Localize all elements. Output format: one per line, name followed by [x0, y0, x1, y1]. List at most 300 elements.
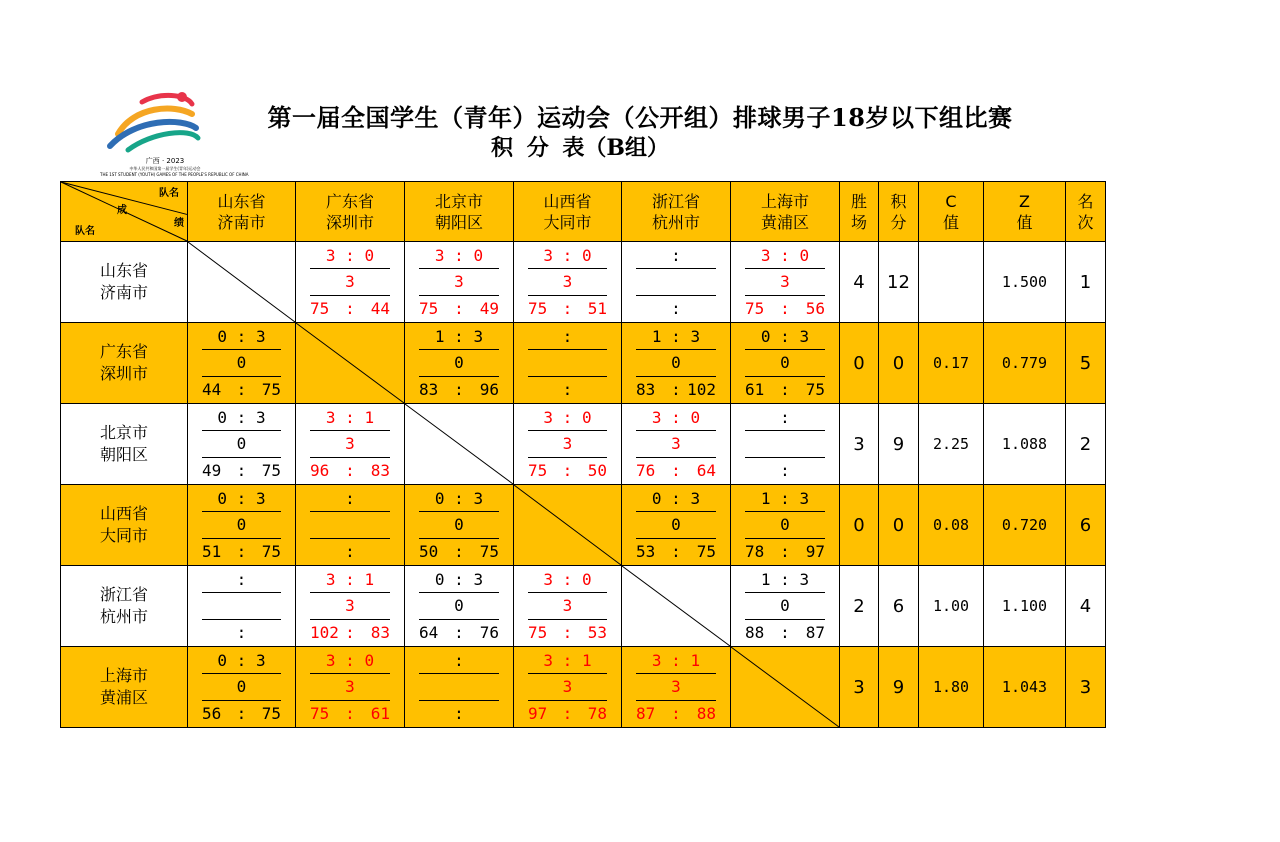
match-points: 3: [345, 677, 355, 696]
match-set-score: :: [671, 246, 681, 265]
rally-colon: :: [671, 380, 681, 399]
row-team-name: [61, 404, 188, 485]
rally-points-for: 50: [419, 542, 439, 561]
c-value-cell: 0.17: [919, 323, 984, 404]
match-cell: [405, 323, 514, 404]
column-header-line1: 名: [1077, 191, 1094, 211]
rally-points-against: 76: [479, 623, 499, 642]
row-team-line1: 山东省: [99, 261, 148, 280]
points-cell: 9: [879, 404, 919, 485]
match-points: [731, 431, 839, 457]
match-set-score: :: [236, 570, 247, 589]
match-set-score: 3 : 0: [651, 408, 701, 427]
rally-colon: :: [780, 623, 790, 642]
self-match-cell: [622, 566, 731, 647]
rally-colon: :: [454, 623, 464, 642]
rally-points-against: 83: [370, 623, 390, 642]
row-team-line2: 黄浦区: [99, 688, 148, 707]
rally-points-for: 49: [202, 461, 222, 480]
match-points: 3: [562, 272, 573, 291]
match-set-score: 3 : 0: [543, 246, 592, 265]
c-value-cell: 2.25: [919, 404, 984, 485]
diagonal-line: [731, 647, 839, 727]
points-cell: 12: [879, 242, 919, 323]
logo-year-caption: 广西 · 2023: [145, 157, 185, 165]
match-points: [622, 269, 730, 295]
rally-colon: :: [454, 542, 464, 561]
column-header-line2: 值: [1016, 212, 1033, 232]
column-header-line2: 黄浦区: [760, 212, 809, 232]
match-points: 0: [236, 677, 247, 696]
match-set-score: 1 : 3: [760, 489, 810, 508]
column-header-line1: 浙江省: [651, 191, 700, 211]
match-cell: [731, 323, 840, 404]
match-set-score: 3 : 0: [325, 651, 375, 670]
column-header-team: [188, 182, 296, 242]
match-points: 3: [562, 677, 573, 696]
column-header-stat: [1066, 182, 1106, 242]
row-team-line1: 浙江省: [99, 585, 148, 604]
match-set-score: 0 : 3: [434, 570, 484, 589]
match-points: [296, 512, 404, 538]
match-rally-score: [188, 377, 295, 403]
match-rally-score: [405, 539, 513, 565]
match-cell: [514, 647, 622, 728]
match-set-score: 3 : 1: [325, 408, 375, 427]
rally-colon: :: [345, 623, 355, 642]
page-subtitle: 积 分 表（B组）: [491, 135, 669, 161]
self-match-cell: [405, 404, 514, 485]
rally-points-for: 75: [310, 299, 330, 318]
rally-points-for: 56: [202, 704, 222, 723]
match-cell: [296, 566, 405, 647]
match-cell: [405, 647, 514, 728]
match-points: 3: [562, 434, 573, 453]
rally-points-against: 64: [696, 461, 716, 480]
match-set-score: 0 : 3: [760, 327, 810, 346]
column-header-line1: 北京市: [434, 191, 483, 211]
match-cell: [188, 647, 296, 728]
rally-points-for: 44: [202, 380, 222, 399]
match-points: 0: [671, 353, 681, 372]
self-match-cell: [188, 242, 296, 323]
rally-colon: :: [562, 704, 573, 723]
points-cell: 0: [879, 485, 919, 566]
column-header-line2: 分: [890, 212, 907, 232]
match-rally-score: [622, 701, 730, 727]
diagonal-line: [622, 566, 730, 646]
column-header-line2: 值: [942, 212, 959, 232]
rally-points-for: 102: [310, 623, 339, 642]
corner-bottom-label: 队名: [75, 226, 95, 237]
rally-colon: :: [671, 704, 681, 723]
match-cell: [405, 485, 514, 566]
match-cell: [731, 566, 840, 647]
match-rally-score: [514, 701, 621, 727]
rank-cell: 1: [1066, 242, 1106, 323]
row-team-name: [61, 323, 188, 404]
z-value-cell: 1.500: [984, 242, 1066, 323]
wins-cell: 3: [840, 404, 879, 485]
match-set-score: 1 : 3: [434, 327, 484, 346]
z-value-cell: 1.088: [984, 404, 1066, 485]
match-points: 0: [454, 353, 464, 372]
column-header-line2: 次: [1077, 212, 1094, 232]
rally-points-against: 75: [696, 542, 716, 561]
corner-mid-label: 成: [117, 205, 127, 216]
table-row: [61, 404, 1106, 485]
match-points: 3: [345, 272, 355, 291]
match-rally-score: [514, 377, 621, 403]
rally-points-against: 96: [479, 380, 499, 399]
rally-colon: :: [780, 380, 790, 399]
rally-points-against: 83: [370, 461, 390, 480]
z-value-cell: 1.043: [984, 647, 1066, 728]
rally-points-for: 78: [745, 542, 765, 561]
match-cell: [514, 323, 622, 404]
c-value-cell: [919, 242, 984, 323]
logo-cn-caption: 中华人民共和国第一届学生(青年)运动会: [129, 166, 201, 171]
c-value-cell: 0.08: [919, 485, 984, 566]
rally-colon: :: [345, 704, 355, 723]
match-set-score: 0 : 3: [217, 327, 266, 346]
row-team-line1: 广东省: [99, 342, 148, 361]
page-title: 第一届全国学生（青年）运动会（公开组）排球男子18岁以下组比赛: [267, 103, 1013, 132]
score-table: [60, 181, 1106, 728]
rally-colon: :: [236, 542, 247, 561]
match-cell: [514, 566, 622, 647]
match-rally-score: [622, 377, 730, 403]
column-header-line1: 上海市: [760, 191, 809, 211]
row-team-line2: 大同市: [99, 526, 148, 545]
match-set-score: 0 : 3: [217, 651, 266, 670]
match-set-score: :: [454, 651, 464, 670]
rally-colon: :: [562, 623, 573, 642]
row-team-line2: 济南市: [99, 283, 148, 302]
match-points: 3: [345, 434, 355, 453]
match-set-score: 1 : 3: [760, 570, 810, 589]
rally-points-against: 78: [587, 704, 607, 723]
match-points: 0: [236, 434, 247, 453]
table-row: [61, 323, 1106, 404]
match-cell: [514, 242, 622, 323]
table-row: [61, 566, 1106, 647]
match-cell: [622, 485, 731, 566]
column-header-team: [514, 182, 622, 242]
column-header-line1: 积: [890, 191, 907, 211]
match-cell: [296, 404, 405, 485]
rally-colon: :: [236, 623, 247, 642]
match-rally-score: [731, 296, 839, 322]
match-cell: [514, 404, 622, 485]
match-set-score: 0 : 3: [651, 489, 701, 508]
match-cell: [622, 323, 731, 404]
wins-cell: 0: [840, 323, 879, 404]
column-header-team: [296, 182, 405, 242]
column-header-line1: Z: [1019, 191, 1030, 211]
rally-colon: :: [562, 380, 573, 399]
column-header-line2: 场: [850, 212, 867, 232]
row-team-line2: 深圳市: [99, 364, 148, 383]
match-cell: [731, 485, 840, 566]
logo-en-caption: THE 1ST STUDENT (YOUTH) GAMES OF THE PEOPLE'S REPUBLIC OF CHINA: [100, 172, 249, 177]
rally-colon: :: [671, 299, 681, 318]
match-set-score: :: [345, 489, 355, 508]
self-match-cell: [296, 323, 405, 404]
column-header-team: [731, 182, 840, 242]
column-header-stat: [840, 182, 879, 242]
match-cell: [296, 647, 405, 728]
match-rally-score: [731, 377, 839, 403]
rank-cell: 3: [1066, 647, 1106, 728]
wins-cell: 0: [840, 485, 879, 566]
match-points: 3: [562, 596, 573, 615]
row-team-name: [61, 242, 188, 323]
match-rally-score: [296, 296, 404, 322]
column-header-stat: [984, 182, 1066, 242]
match-set-score: :: [562, 327, 573, 346]
column-header-line1: 胜: [850, 191, 867, 211]
match-cell: [405, 242, 514, 323]
table-row: [61, 242, 1106, 323]
row-team-line2: 杭州市: [99, 607, 148, 626]
rally-points-for: 83: [636, 380, 656, 399]
points-cell: 9: [879, 647, 919, 728]
column-header-line1: 山东省: [217, 191, 266, 211]
rally-points-against: 75: [261, 380, 281, 399]
rally-points-against: 88: [696, 704, 716, 723]
match-rally-score: [514, 458, 621, 484]
rally-points-for: 53: [636, 542, 656, 561]
rally-points-against: 56: [805, 299, 825, 318]
rally-points-against: 87: [805, 623, 825, 642]
match-cell: [731, 404, 840, 485]
match-points: 0: [780, 515, 790, 534]
rally-points-for: 75: [310, 704, 330, 723]
wins-cell: 2: [840, 566, 879, 647]
rally-points-for: 75: [528, 623, 548, 642]
rally-points-against: 75: [261, 461, 281, 480]
rally-colon: :: [345, 461, 355, 480]
match-rally-score: [405, 701, 513, 727]
rally-points-for: 75: [528, 299, 548, 318]
corner-mid2-label: 绩: [174, 218, 184, 229]
rally-points-for: 75: [745, 299, 765, 318]
match-cell: [188, 485, 296, 566]
column-header-line2: 朝阳区: [434, 212, 483, 232]
self-match-cell: [731, 647, 840, 728]
match-set-score: 1 : 3: [651, 327, 701, 346]
match-points: 0: [454, 515, 464, 534]
match-set-score: 3 : 0: [543, 408, 592, 427]
match-cell: [405, 566, 514, 647]
table-row: [61, 647, 1106, 728]
match-points: 0: [671, 515, 681, 534]
match-points: [405, 674, 513, 700]
match-points: 0: [236, 515, 247, 534]
rally-points-for: 88: [745, 623, 765, 642]
rally-points-for: 87: [636, 704, 656, 723]
match-set-score: :: [780, 408, 790, 427]
match-rally-score: [405, 296, 513, 322]
rally-points-against: 49: [479, 299, 499, 318]
rally-colon: :: [671, 461, 681, 480]
row-team-line1: 北京市: [99, 423, 148, 442]
match-set-score: 3 : 0: [434, 246, 484, 265]
diagonal-line: [296, 323, 404, 403]
rally-colon: :: [236, 380, 247, 399]
self-match-cell: [514, 485, 622, 566]
rally-points-against: 44: [370, 299, 390, 318]
match-rally-score: [296, 620, 404, 646]
rally-colon: :: [562, 461, 573, 480]
match-points: 3: [671, 434, 681, 453]
rally-points-against: 53: [587, 623, 607, 642]
column-header-line2: 济南市: [217, 212, 266, 232]
column-header-line2: 大同市: [543, 212, 592, 232]
match-cell: [188, 323, 296, 404]
diagonal-line: [405, 404, 513, 484]
rally-points-for: 97: [528, 704, 548, 723]
diagonal-line: [514, 485, 621, 565]
match-rally-score: [731, 620, 839, 646]
rally-points-for: 76: [636, 461, 656, 480]
rally-points-for: 75: [528, 461, 548, 480]
match-points: 3: [454, 272, 464, 291]
corner-top-label: 队名: [159, 188, 179, 199]
match-points: 3: [671, 677, 681, 696]
rally-colon: :: [454, 704, 464, 723]
rally-points-for: 96: [310, 461, 330, 480]
rank-cell: 5: [1066, 323, 1106, 404]
rally-points-for: 61: [745, 380, 765, 399]
rally-colon: :: [780, 461, 790, 480]
match-set-score: 3 : 0: [325, 246, 375, 265]
rally-colon: :: [345, 542, 355, 561]
column-header-stat: [879, 182, 919, 242]
z-value-cell: 0.720: [984, 485, 1066, 566]
header-row: [61, 182, 1106, 242]
match-set-score: 3 : 1: [651, 651, 701, 670]
match-points: [188, 593, 295, 619]
match-points: 0: [236, 353, 247, 372]
rally-colon: :: [454, 299, 464, 318]
c-value-cell: 1.00: [919, 566, 984, 647]
row-team-line1: 山西省: [99, 504, 148, 523]
rally-points-against: 75: [261, 542, 281, 561]
rally-points-for: 51: [202, 542, 222, 561]
match-set-score: 3 : 1: [543, 651, 592, 670]
z-value-cell: 1.100: [984, 566, 1066, 647]
match-points: 3: [345, 596, 355, 615]
match-cell: [622, 647, 731, 728]
match-points: 0: [454, 596, 464, 615]
points-cell: 6: [879, 566, 919, 647]
rally-points-against: 75: [261, 704, 281, 723]
row-team-name: [61, 485, 188, 566]
match-cell: [622, 242, 731, 323]
rally-points-against: 61: [370, 704, 390, 723]
match-rally-score: [188, 458, 295, 484]
rally-points-against: 102: [687, 380, 716, 399]
match-rally-score: [188, 539, 295, 565]
points-cell: 0: [879, 323, 919, 404]
row-team-line1: 上海市: [99, 666, 148, 685]
match-set-score: 0 : 3: [217, 489, 266, 508]
rally-points-against: 50: [587, 461, 607, 480]
rally-points-against: 75: [479, 542, 499, 561]
column-header-line1: 山西省: [543, 191, 592, 211]
rally-colon: :: [780, 542, 790, 561]
match-set-score: 0 : 3: [217, 408, 266, 427]
row-team-name: [61, 566, 188, 647]
rally-colon: :: [454, 380, 464, 399]
match-rally-score: [296, 701, 404, 727]
match-rally-score: [188, 620, 295, 646]
match-set-score: 0 : 3: [434, 489, 484, 508]
match-rally-score: [296, 458, 404, 484]
column-header-team: [622, 182, 731, 242]
match-cell: [296, 242, 405, 323]
table-row: [61, 485, 1106, 566]
rank-cell: 6: [1066, 485, 1106, 566]
match-rally-score: [405, 620, 513, 646]
match-rally-score: [731, 458, 839, 484]
column-header-stat: [919, 182, 984, 242]
match-rally-score: [188, 701, 295, 727]
row-team-line2: 朝阳区: [99, 445, 148, 464]
wins-cell: 4: [840, 242, 879, 323]
rally-colon: :: [236, 461, 247, 480]
column-header-line1: 广东省: [325, 191, 374, 211]
rally-colon: :: [236, 704, 247, 723]
wins-cell: 3: [840, 647, 879, 728]
diagonal-line: [188, 242, 295, 322]
match-set-score: 3 : 0: [760, 246, 810, 265]
match-rally-score: [622, 296, 730, 322]
rally-colon: :: [345, 299, 355, 318]
match-set-score: 3 : 1: [325, 570, 375, 589]
match-points: [514, 350, 621, 376]
rank-cell: 4: [1066, 566, 1106, 647]
match-cell: [188, 404, 296, 485]
match-points: 0: [780, 596, 790, 615]
rally-points-for: 64: [419, 623, 439, 642]
rally-points-for: 75: [419, 299, 439, 318]
match-rally-score: [514, 620, 621, 646]
corner-cell: [61, 182, 188, 242]
row-team-name: [61, 647, 188, 728]
rally-colon: :: [780, 299, 790, 318]
column-header-line2: 深圳市: [325, 212, 374, 232]
c-value-cell: 1.80: [919, 647, 984, 728]
match-rally-score: [731, 539, 839, 565]
match-rally-score: [622, 539, 730, 565]
match-cell: [731, 242, 840, 323]
rally-points-for: 83: [419, 380, 439, 399]
rally-points-against: 97: [805, 542, 825, 561]
column-header-team: [405, 182, 514, 242]
match-cell: [296, 485, 405, 566]
rally-colon: :: [562, 299, 573, 318]
column-header-line1: C: [945, 191, 957, 211]
match-cell: [188, 566, 296, 647]
match-cell: [622, 404, 731, 485]
match-points: 0: [780, 353, 790, 372]
match-rally-score: [405, 377, 513, 403]
match-rally-score: [622, 458, 730, 484]
rally-points-against: 51: [587, 299, 607, 318]
